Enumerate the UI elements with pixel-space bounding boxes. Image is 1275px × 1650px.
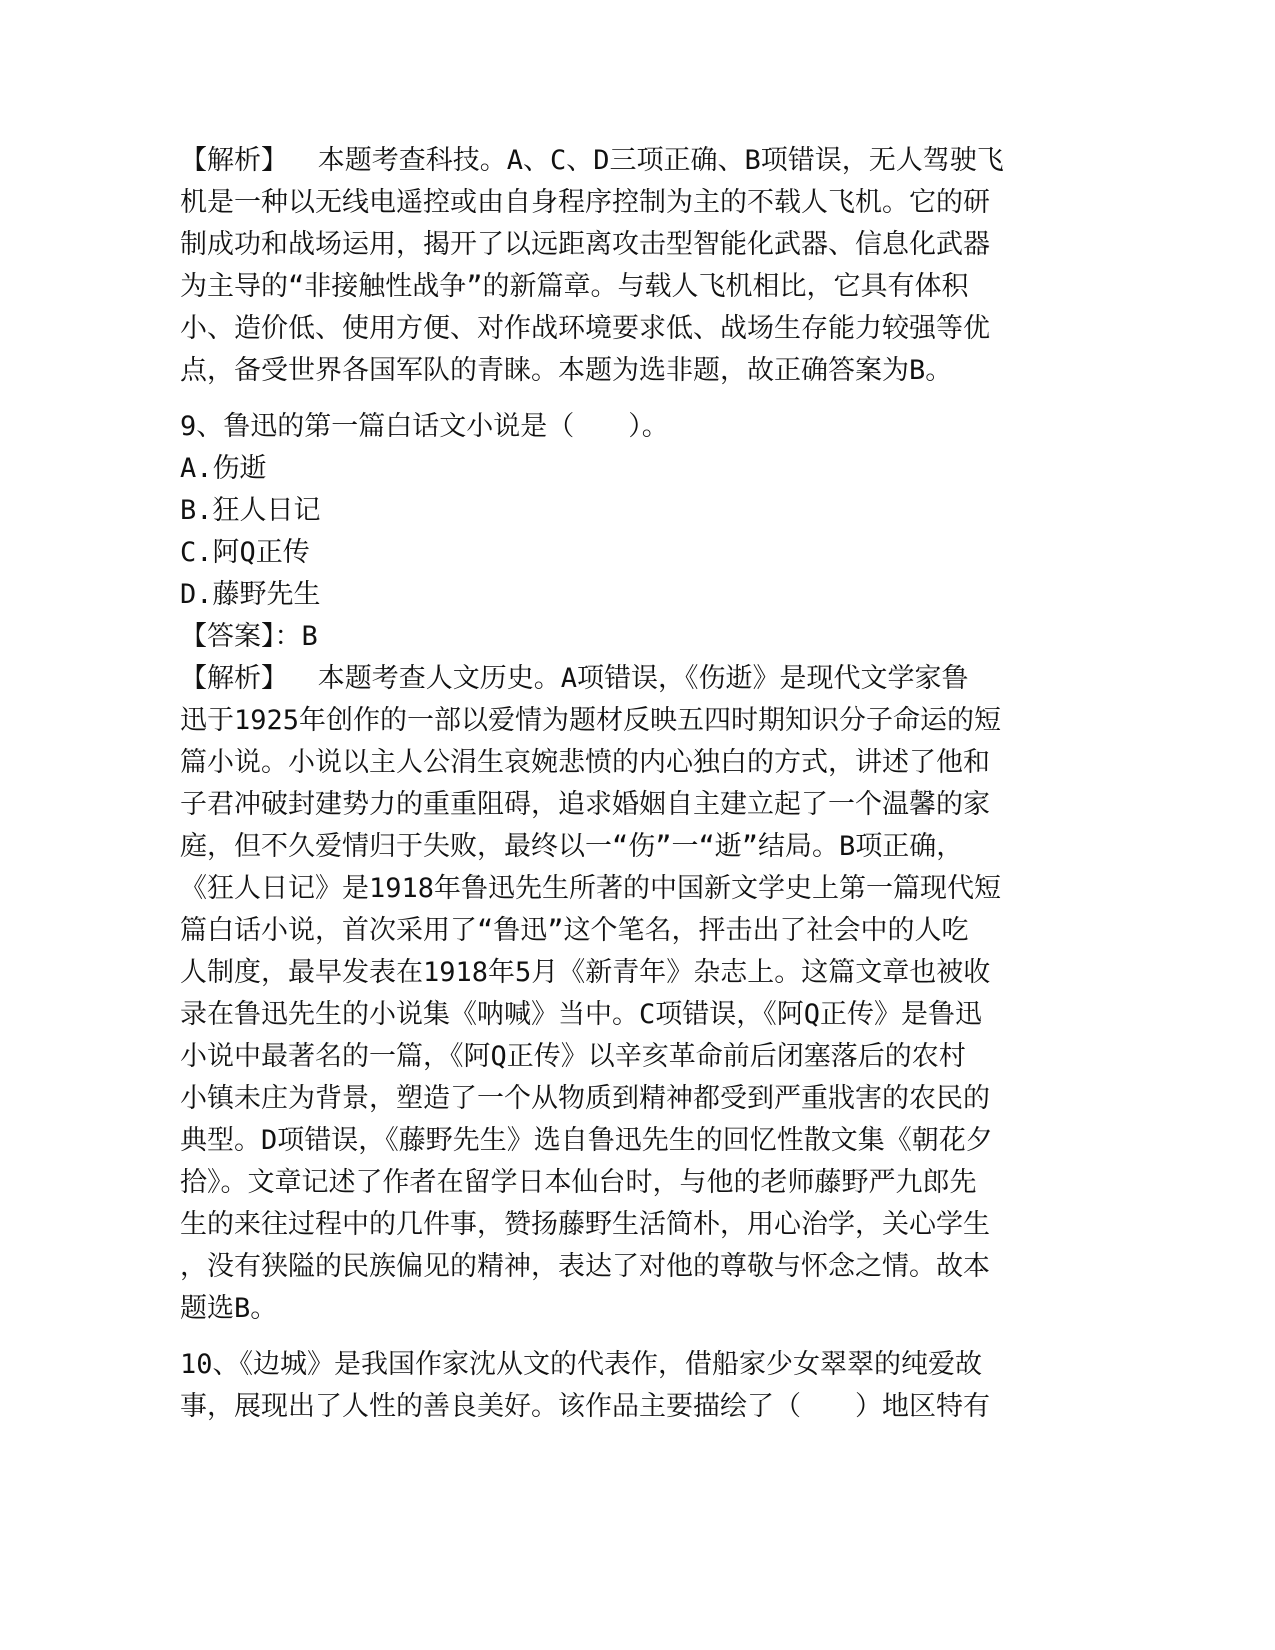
options-list xyxy=(180,448,1060,616)
text-line: ，没有狭隘的民族偏见的精神，表达了对他的尊敬与怀念之情。故本 xyxy=(180,1251,990,1282)
text-line: 机是一种以无线电遥控或由自身程序控制为主的不载人飞机。它的研 xyxy=(180,187,990,218)
spacer xyxy=(180,392,1060,406)
option-c: C.阿Q正传 xyxy=(180,537,310,568)
text-line: 生的来往过程中的几件事，赞扬藤野生活简朴，用心治学，关心学生 xyxy=(180,1209,990,1240)
text-line: 【解析】 本题考查人文历史。A项错误，《伤逝》是现代文学家鲁 xyxy=(180,663,969,694)
text-line: 篇白话小说，首次采用了“鲁迅”这个笔名，抨击出了社会中的人吃 xyxy=(180,915,969,946)
text-line: 拾》。文章记述了作者在留学日本仙台时，与他的老师藤野严九郎先 xyxy=(180,1167,977,1198)
answer-block xyxy=(180,616,1060,658)
analysis-block xyxy=(180,140,1060,392)
text-line: 庭，但不久爱情归于失败，最终以一“伤”一“逝”结局。B项正确， xyxy=(180,831,964,862)
text-line: 为主导的“非接触性战争”的新篇章。与载人飞机相比，它具有体积 xyxy=(180,271,969,302)
option-d: D.藤野先生 xyxy=(180,579,321,610)
question-stem: 10、《边城》是我国作家沈从文的代表作，借船家少女翠翠的纯爱故 xyxy=(180,1349,983,1380)
text-line: 小、造价低、使用方便、对作战环境要求低、战场生存能力较强等优 xyxy=(180,313,990,344)
text-line: 篇小说。小说以主人公涓生哀婉悲愤的内心独白的方式，讲述了他和 xyxy=(180,747,990,778)
question-block xyxy=(180,406,1060,448)
question-block xyxy=(180,1344,1060,1428)
text-line: 典型。D项错误，《藤野先生》选自鲁迅先生的回忆性散文集《朝花夕 xyxy=(180,1125,993,1156)
text-line: 点，备受世界各国军队的青睐。本题为选非题，故正确答案为B。 xyxy=(180,355,953,386)
analysis-block xyxy=(180,658,1060,1330)
text-line: 子君冲破封建势力的重重阻碍，追求婚姻自主建立起了一个温馨的家 xyxy=(180,789,990,820)
text-line: 《狂人日记》是1918年鲁迅先生所著的中国新文学史上第一篇现代短 xyxy=(180,873,1002,904)
text-line: 录在鲁迅先生的小说集《呐喊》当中。C项错误，《阿Q正传》是鲁迅 xyxy=(180,999,983,1030)
text-line: 人制度，最早发表在1918年5月《新青年》杂志上。这篇文章也被收 xyxy=(180,957,991,988)
text-line: 小说中最著名的一篇，《阿Q正传》以辛亥革命前后闭塞落后的农村 xyxy=(180,1041,966,1072)
answer-line: 【答案】：B xyxy=(180,621,318,652)
text-line: 题选B。 xyxy=(180,1293,278,1324)
question-stem: 9、鲁迅的第一篇白话文小说是（ ）。 xyxy=(180,411,669,442)
option-a: A.伤逝 xyxy=(180,453,267,484)
text-line: 【解析】 本题考查科技。A、C、D三项正确、B项错误，无人驾驶飞 xyxy=(180,145,1004,176)
option-b: B.狂人日记 xyxy=(180,495,321,526)
question-stem: 事，展现出了人性的善良美好。该作品主要描绘了（ ）地区特有 xyxy=(180,1391,990,1422)
text-line: 迅于1925年创作的一部以爱情为题材反映五四时期知识分子命运的短 xyxy=(180,705,1002,736)
spacer xyxy=(180,1330,1060,1344)
text-line: 小镇未庄为背景，塑造了一个从物质到精神都受到严重戕害的农民的 xyxy=(180,1083,990,1114)
document-page xyxy=(180,140,1060,1428)
text-line: 制成功和战场运用，揭开了以远距离攻击型智能化武器、信息化武器 xyxy=(180,229,990,260)
